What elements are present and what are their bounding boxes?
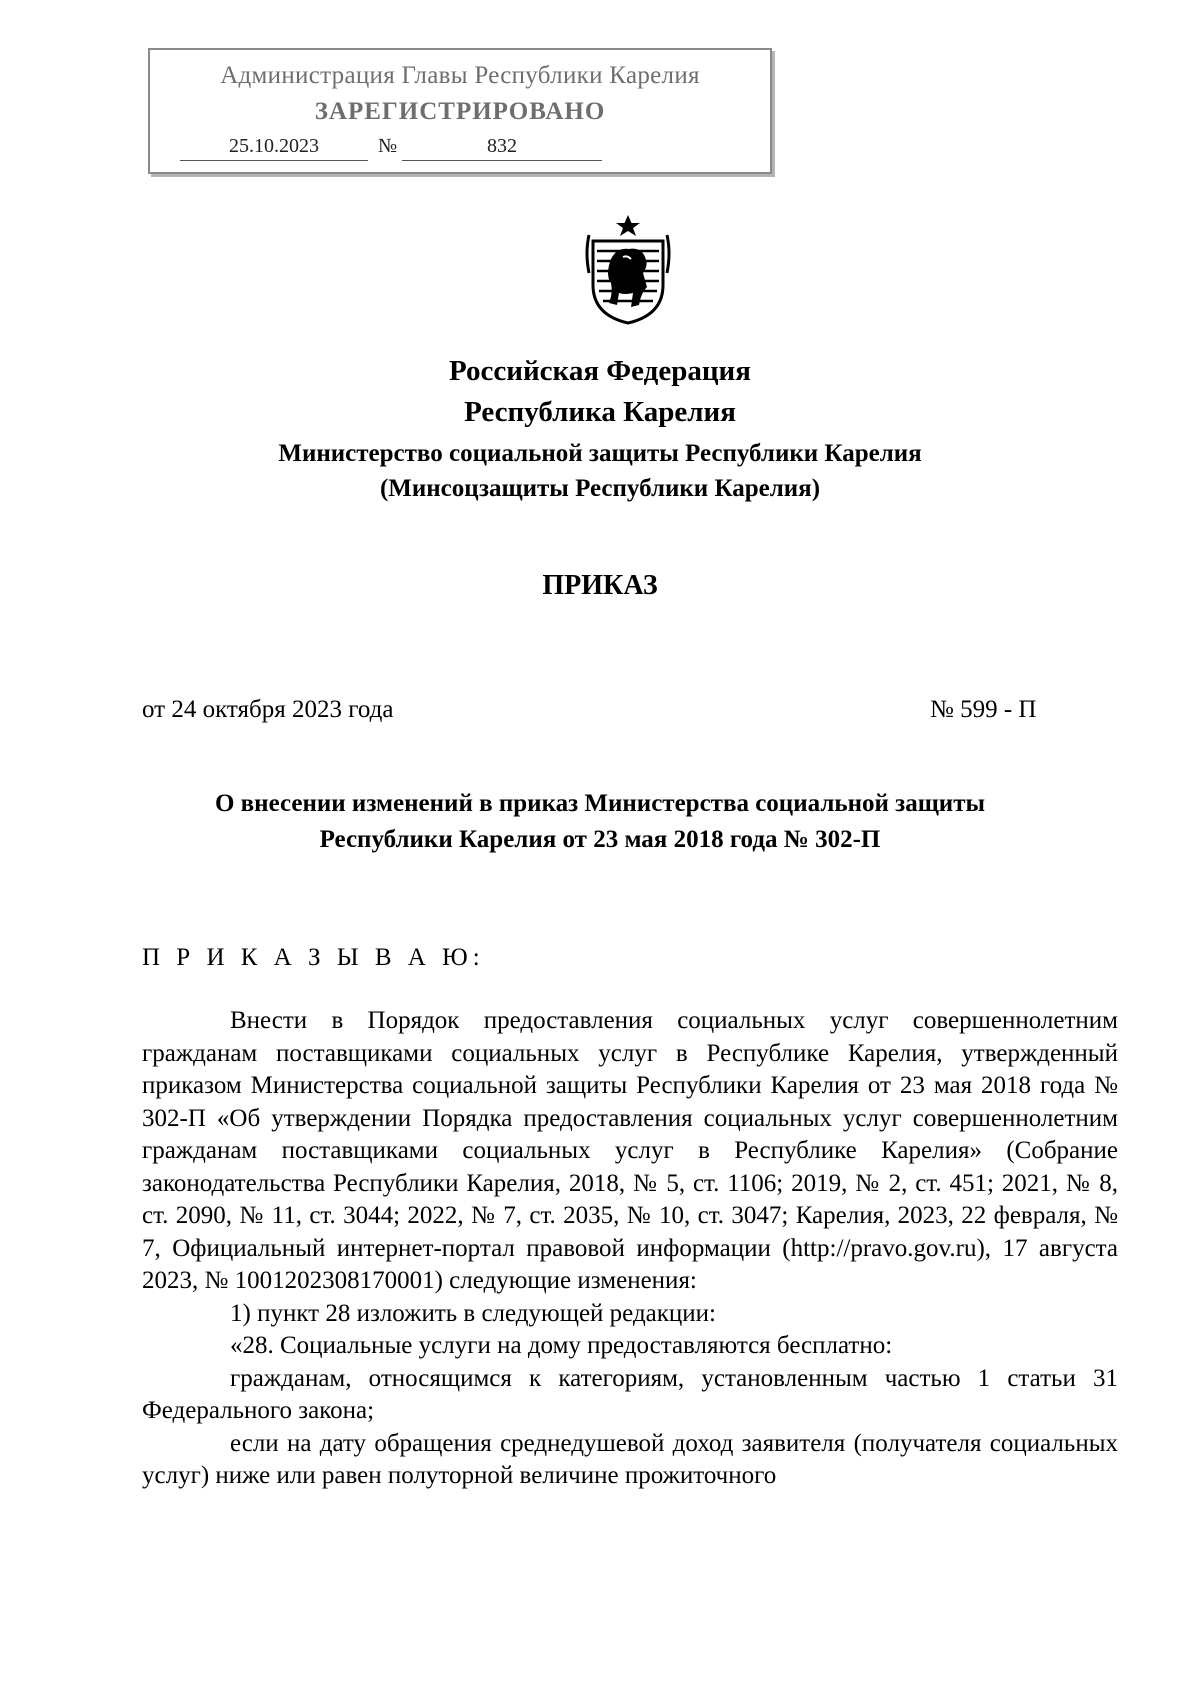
order-subject-line-1: О внесении изменений в приказ Министерства социальной защиты	[214, 790, 986, 817]
body-paragraph: гражданам, относящимся к категориям, установленным частью 1 статьи 31 Федерального закона;	[142, 1364, 1118, 1424]
ministry-heading: Министерство социальной защиты Республики Карелия	[278, 440, 922, 467]
stamp-organization: Администрация Главы Республики Карелия	[220, 62, 700, 89]
order-body	[142, 1005, 1118, 1493]
ministry-short-heading: (Минсоцзащиты Республики Карелия)	[379, 475, 821, 502]
stamp-status: ЗАРЕГИСТРИРОВАНО	[314, 98, 606, 125]
directive-heading: П Р И К А З Ы В А Ю:	[142, 944, 485, 971]
country-heading: Российская Федерация	[449, 355, 751, 387]
registration-stamp	[148, 48, 772, 174]
body-paragraph: «28. Социальные услуги на дому предоставляются бесплатно:	[230, 1332, 893, 1359]
stamp-date: 25.10.2023	[180, 132, 368, 161]
karelia-coat-of-arms-icon	[583, 213, 673, 325]
region-heading: Республика Карелия	[464, 396, 736, 428]
body-paragraph: если на дату обращения среднедушевой доход заявителя (получателя социальных услуг) ниже или равен полуторной величине прожиточного	[142, 1429, 1118, 1489]
body-paragraph: Внести в Порядок предоставления социальных услуг совершеннолетним гражданам поставщиками социальных услуг в Республике Карелия, утвержденный приказом Министерства социальной защиты Республики Карелия от 23 мая 2018 года № 302-П «Об утверждении Порядка предоставления социальных услуг совершеннолетним гражданам поставщиками социальных услуг в Республике Карелия» (Собрание законодательства Республики Карелия, 2018, № 5, ст. 1106; 2019, № 2, ст. 451; 2021, № 8, ст. 2090, № 11, ст. 3044; 2022, № 7, ст. 2035, № 10, ст. 3047; Карелия, 2023, 22 февраля, № 7, Официальный интернет-портал правовой информации (http://pravo.gov.ru), 17 августа 2023, № 1001202308170001) следующие изменения:	[142, 1007, 1118, 1294]
stamp-number: 832	[402, 132, 602, 161]
order-number: № 599 - П	[930, 696, 1037, 723]
order-subject-line-2: Республики Карелия от 23 мая 2018 года № 302-П	[319, 826, 881, 853]
order-date: от 24 октября 2023 года	[142, 696, 394, 723]
stamp-number-sign: №	[378, 135, 398, 157]
body-paragraph: 1) пункт 28 изложить в следующей редакции:	[230, 1299, 716, 1327]
document-type: ПРИКАЗ	[542, 570, 658, 601]
